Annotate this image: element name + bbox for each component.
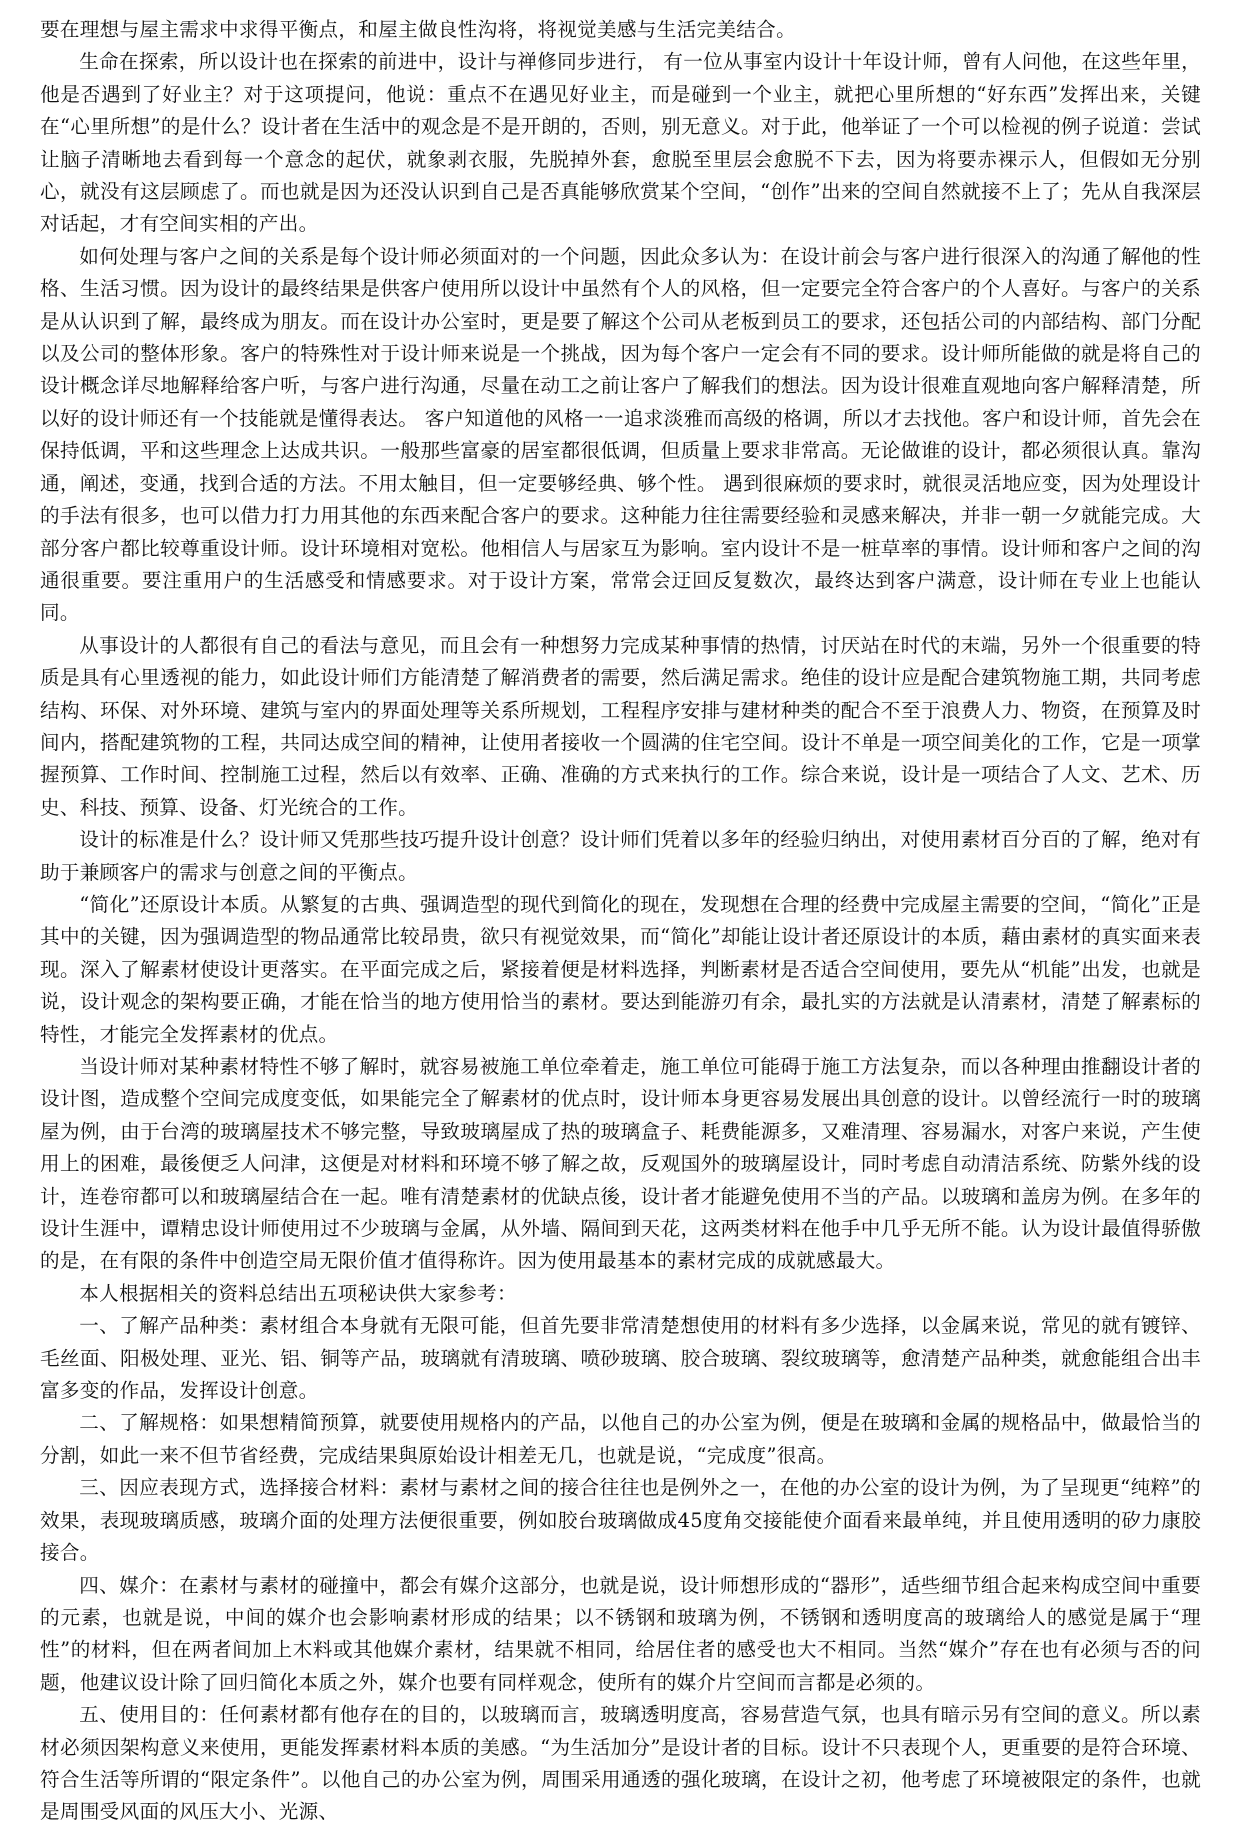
paragraph: “简化”还原设计本质。从繁复的古典、强调造型的现代到简化的现在，发现想在合理的经费中完成屋主需要的空间，“简化”正是其中的关键，因为强调造型的物品通常比较昂贵，欲只有视觉效果，而“简化”却能让设计者还原设计的本质，藉由素材的真实面来表现。深入了解素材使设计更落实。在平面完成之后，紧接着便是材料选择，判断素材是否适合空间使用，要先从“机能”出发，也就是说，设计观念的架构要正确，才能在恰当的地方使用恰当的素材。要达到能游刃有余，最扎实的方法就是认清素材，清楚了解素标的特性，才能完全发挥素材的优点。 xyxy=(40,892,1201,1046)
paragraph: 要在理想与屋主需求中求得平衡点，和屋主做良性沟将，将视觉美感与生活完美结合。 xyxy=(40,18,796,41)
list-item: 一、了解产品种类：素材组合本身就有无限可能，但首先要非常清楚想使用的材料有多少选择，以金属来说，常见的就有镀锌、毛丝面、阳极处理、亚光、铝、铜等产品，玻璃就有清玻璃、喷砂玻璃、胶合玻璃、裂纹玻璃等，愈清楚产品种类，就愈能组合出丰富多变的作品，发挥设计创意。 xyxy=(40,1314,1201,1403)
list-item: 三、因应表现方式，选择接合材料：素材与素材之间的接合往往也是例外之一，在他的办公室的设计为例，为了呈现更“纯粹”的效果，表现玻璃质感，玻璃介面的处理方法便很重要，例如胶台玻璃做成45度角交接能使介面看来最单纯，并且使用透明的矽力康胶接合。 xyxy=(40,1476,1201,1565)
paragraph: 本人根据相关的资料总结出五项秘诀供大家参考： xyxy=(79,1281,517,1305)
list-item: 四、媒介：在素材与素材的碰撞中，都会有媒介这部分，也就是说，设计师想形成的“器形”，适些细节组合起来构成空间中重要的元素，也就是说，中间的媒介也会影响素材形成的结果；以不锈钢和玻璃为例，不锈钢和透明度高的玻璃给人的感觉是属于“理性”的材料，但在两者间加上木料或其他媒介素材，结果就不相同，给居住者的感受也大不相同。当然“媒介”存在也有必须与否的问题，他建议设计除了回归简化本质之外，媒介也要有同样观念，使所有的媒介片空间而言都是必须的。 xyxy=(40,1573,1201,1694)
paragraph: 从事设计的人都很有自己的看法与意见，而且会有一种想努力完成某种事情的热情，讨厌站在时代的末端，另外一个很重要的特质是具有心里透视的能力，如此设计师们方能清楚了解消费者的需要，然后满足需求。绝佳的设计应是配合建筑物施工期，共同考虑结构、环保、对外环境、建筑与室内的界面处理等关系所规划，工程程序安排与建材种类的配合不至于浪费人力、物资，在预算及时间内，搭配建筑物的工程，共同达成空间的精神，让使用者接收一个圆满的住宅空间。设计不单是一项空间美化的工作，它是一项掌握预算、工作时间、控制施工过程，然后以有效率、正确、准确的方式来执行的工作。综合来说，设计是一项结合了人文、艺术、历史、科技、预算、设备、灯光统合的工作。 xyxy=(40,633,1201,819)
paragraph: 当设计师对某种素材特性不够了解时，就容易被施工单位牵着走，施工单位可能碍于施工方法复杂，而以各种理由推翻设计者的设计图，造成整个空间完成度变低，如果能完全了解素材的优点时，设计师本身更容易发展出具创意的设计。以曾经流行一时的玻璃屋为例，由于台湾的玻璃屋技术不够完整，导致玻璃屋成了热的玻璃盒子、耗费能源多，又难清理、容易漏水，对客户来说，产生使用上的困难，最後便乏人问津，这便是对材料和环境不够了解之故，反观国外的玻璃屋设计，同时考虑自动清洁系统、防紫外线的设计，连卷帘都可以和玻璃屋结合在一起。唯有清楚素材的优缺点後，设计者才能避免使用不当的产品。以玻璃和盖房为例。在多年的设计生涯中，谭精忠设计师使用过不少玻璃与金属，从外墙、隔间到天花，这两类材料在他手中几乎无所不能。认为设计最值得骄傲的是，在有限的条件中创造空局无限价值才值得称许。因为使用最基本的素材完成的成就感最大。 xyxy=(40,1055,1201,1273)
list-item: 二、了解规格：如果想精简预算，就要使用规格内的产品，以他自己的办公室为例，便是在玻璃和金属的规格品中，做最恰当的分割，如此一来不但节省经费，完成结果與原始设计相差无几，也就是说，“完成度”很高。 xyxy=(40,1411,1201,1467)
paragraph: 如何处理与客户之间的关系是每个设计师必须面对的一个问题，因此众多认为：在设计前会与客户进行很深入的沟通了解他的性格、生活习惯。因为设计的最终结果是供客户使用所以设计中虽然有个人的风格，但一定要完全符合客户的个人喜好。与客户的关系是从认识到了解，最终成为朋友。而在设计办公室时，更是要了解这个公司从老板到员工的要求，还包括公司的内部结构、部门分配以及公司的整体形象。客户的特殊性对于设计师来说是一个挑战，因为每个客户一定会有不同的要求。设计师所能做的就是将自己的设计概念详尽地解释给客户听，与客户进行沟通，尽量在动工之前让客户了解我们的想法。因为设计很难直观地向客户解释清楚，所以好的设计师还有一个技能就是懂得表达。 客户知道他的风格一一追求淡雅而高级的格调，所以才去找他。客户和设计师，首先会在保持低调，平和这些理念上达成共识。一般那些富豪的居室都很低调，但质量上要求非常高。无论做谁的设计，都必须很认真。靠沟通，阐述，变通，找到合适的方法。不用太触目，但一定要够经典、够个性。 遇到很麻烦的要求时，就很灵活地应变，因为处理设计的手法有很多，也可以借力打力用其他的东西来配合客户的要求。这种能力往往需要经验和灵感来解决，并非一朝一夕就能完成。大部分客户都比较尊重设计师。设计环境相对宽松。他相信人与居家互为影响。室内设计不是一桩草率的事情。设计师和客户之间的沟通很重要。要注重用户的生活感受和情感要求。对于设计方案，常常会迂回反复数次，最终达到客户满意，设计师在专业上也能认同。 xyxy=(40,244,1201,625)
paragraph: 设计的标准是什么？设计师又凭那些技巧提升设计创意？设计师们凭着以多年的经验归纳出，对使用素材百分百的了解，绝对有助于兼顾客户的需求与创意之间的平衡点。 xyxy=(40,828,1201,884)
paragraph: 生命在探索，所以设计也在探索的前进中，设计与禅修同步进行， 有一位从事室内设计十年设计师，曾有人问他，在这些年里，他是否遇到了好业主？对于这项提问，他说：重点不在遇见好业主，而是碰到一个业主，就把心里所想的“好东西”发挥出来，关键在“心里所想”的是什么？设计者在生活中的观念是不是开朗的，否则，别无意义。对于此，他举证了一个可以检视的例子说道：尝试让脑子清晰地去看到每一个意念的起伏，就象剥衣服，先脱掉外套，愈脱至里层会愈脱不下去，因为将要赤裸示人，但假如无分别心，就没有这层顾虑了。而也就是因为还没认识到自己是否真能够欣赏某个空间，“创作”出来的空间自然就接不上了；先从自我深层对话起，才有空间实相的产出。 xyxy=(40,50,1201,236)
document-page xyxy=(40,14,1201,1829)
list-item: 五、使用目的：任何素材都有他存在的目的，以玻璃而言，玻璃透明度高，容易营造气氛，也具有暗示另有空间的意义。所以素材必须因架构意义来使用，更能发挥素材料本质的美感。“为生活加分”是设计者的目标。设计不只表现个人，更重要的是符合环境、符合生活等所谓的“限定条件”。以他自己的办公室为例，周围采用通透的强化玻璃，在设计之初，他考虑了环境被限定的条件，也就是周围受风面的风压大小、光源、 xyxy=(40,1703,1201,1824)
